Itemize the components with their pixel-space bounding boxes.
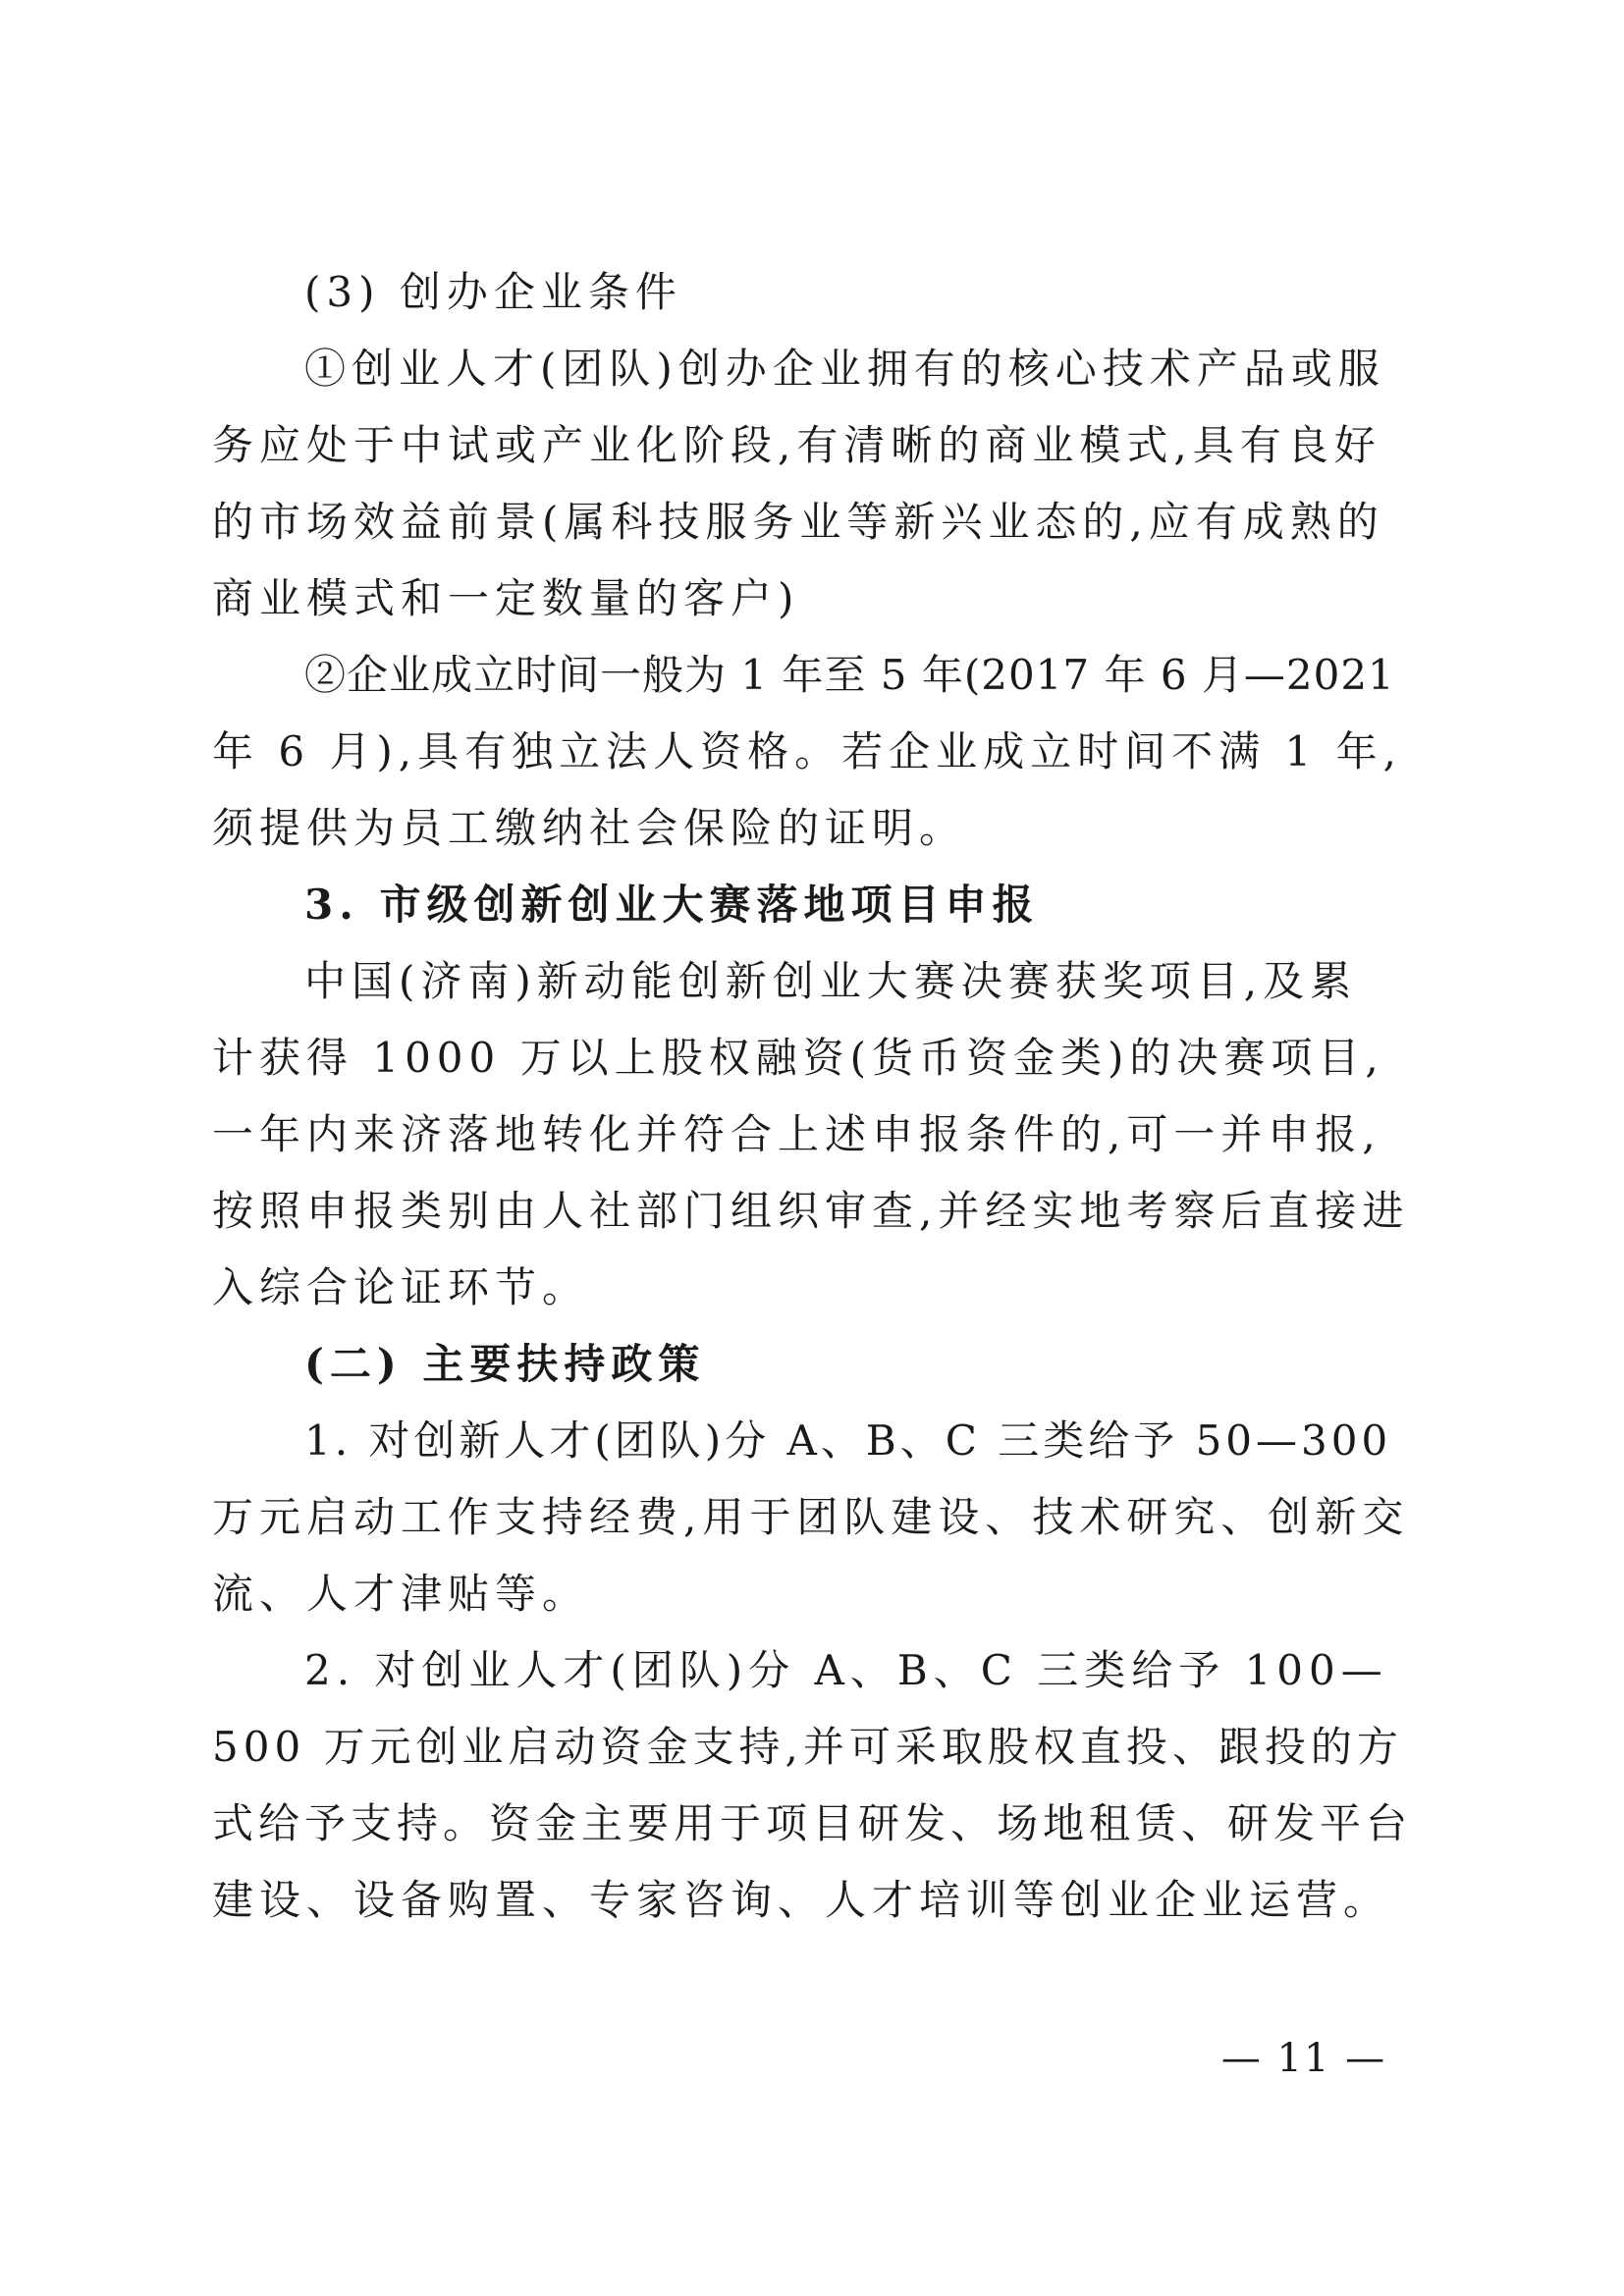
para3-line1: 中国(济南)新动能创新创业大赛决赛获奖项目,及累 bbox=[304, 957, 1358, 1005]
policy1-line3: 流、人才津贴等。 bbox=[212, 1570, 590, 1618]
para3-line4: 按照申报类别由人社部门组织审查,并经实地考察后直接进 bbox=[212, 1187, 1410, 1235]
item2-line2: 年 6 月),具有独立法人资格。若企业成立时间不满 1 年, bbox=[212, 727, 1402, 775]
item2-line1: ②企业成立时间一般为 1 年至 5 年(2017 年 6 月—2021 bbox=[304, 651, 1395, 699]
item1-line2: 务应处于中试或产业化阶段,有清晰的商业模式,具有良好 bbox=[212, 421, 1381, 469]
heading-2: (二) 主要扶持政策 bbox=[304, 1340, 706, 1388]
heading-3: 3. 市级创新创业大赛落地项目申报 bbox=[304, 881, 1040, 929]
policy1-line1: 1. 对创新人才(团队)分 A、B、C 三类给予 50—300 bbox=[304, 1416, 1392, 1465]
policy2-line1: 2. 对创业人才(团队)分 A、B、C 三类给予 100— bbox=[304, 1646, 1388, 1694]
item2-line3: 须提供为员工缴纳社会保险的证明。 bbox=[212, 804, 967, 852]
policy2-line4: 建设、设备购置、专家咨询、人才培训等创业企业运营。 bbox=[212, 1876, 1391, 1924]
para3-line2: 计获得 1000 万以上股权融资(货币资金类)的决赛项目, bbox=[212, 1034, 1384, 1082]
para3-line5: 入综合论证环节。 bbox=[212, 1263, 590, 1311]
item1-line1: ①创业人才(团队)创办企业拥有的核心技术产品或服 bbox=[304, 345, 1385, 393]
item1-line4: 商业模式和一定数量的客户) bbox=[212, 574, 800, 622]
page-number: — 11 — bbox=[1220, 2036, 1387, 2081]
policy1-line2: 万元启动工作支持经费,用于团队建设、技术研究、创新交 bbox=[212, 1493, 1410, 1541]
item1-line3: 的市场效益前景(属科技服务业等新兴业态的,应有成熟的 bbox=[212, 498, 1384, 546]
para3-line3: 一年内来济落地转化并符合上述申报条件的,可一并申报, bbox=[212, 1110, 1381, 1158]
policy2-line3: 式给予支持。资金主要用于项目研发、场地租赁、研发平台 bbox=[212, 1799, 1413, 1847]
section-3-heading: (3) 创办企业条件 bbox=[304, 268, 682, 316]
policy2-line2: 500 万元创业启动资金支持,并可采取股权直投、跟投的方 bbox=[212, 1723, 1403, 1771]
